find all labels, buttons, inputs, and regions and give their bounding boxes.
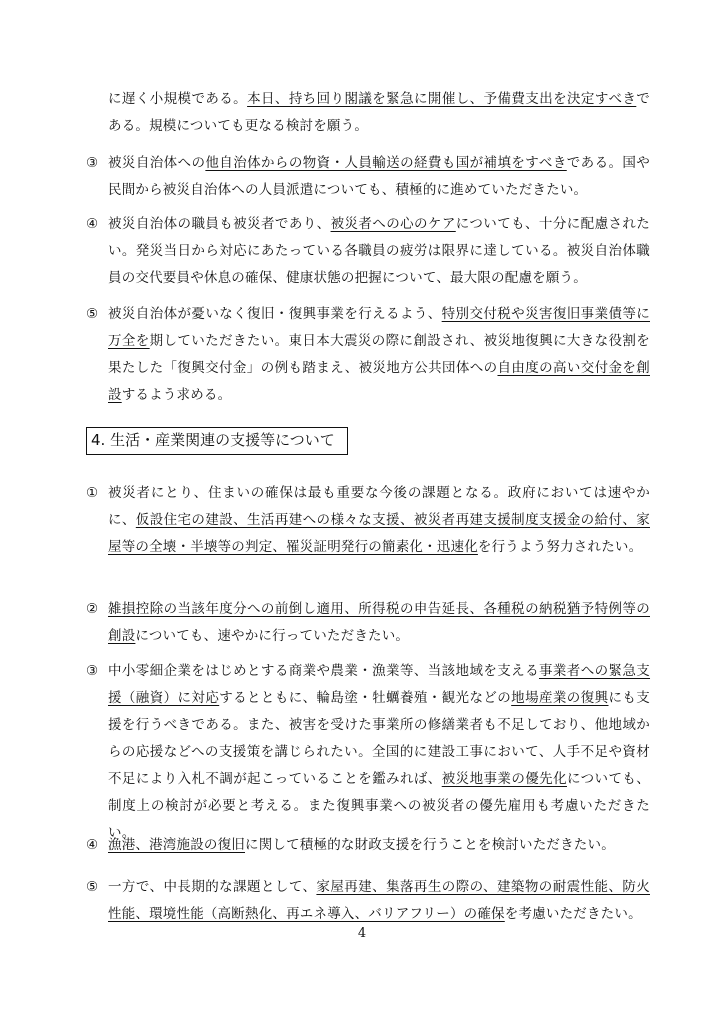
list-item	[86, 832, 650, 859]
text-run: 被災者への心のケア	[330, 216, 456, 232]
text-run: に遅く小規模である。	[108, 91, 248, 107]
text-run: 他自治体からの物資・人員輸送の経費も国が補填をすべき	[205, 155, 567, 171]
text-run: するとともに、輪島塗・牡蠣養殖・観光などの	[219, 690, 512, 706]
text-run: 被災者にとり、住まいの確保は最も重要な今後の課題となる。政府においては速やかに、	[108, 485, 650, 528]
item-number: ④	[86, 837, 99, 853]
text-run: 漁港、港湾施設の復旧	[108, 837, 245, 853]
text-run: を行うよう努力されたい。	[477, 539, 643, 555]
list-item	[86, 211, 650, 292]
text-run: 事業者への緊急支援（融資）に対応	[108, 663, 651, 706]
item-number: ⑤	[86, 306, 99, 322]
item-number: ④	[86, 216, 99, 232]
item-number: ③	[86, 663, 99, 679]
page-number: 4	[357, 926, 367, 941]
text-run: である。国や民間から被災自治体への人員派遣についても、積極的に進めていただきたい。	[108, 155, 650, 198]
text-run: 中小零細企業をはじめとする商業や農業・漁業等、当該地域を支える	[108, 663, 539, 679]
text-run: 本日、持ち回り閣議を緊急に開催し、予備費支出を決定すべき	[247, 91, 637, 107]
text-run: 家屋再建、集落再生の際の、建築物の耐震性能、防火性能、環境性能（高断熱化、再エネ導入、バリアフリー）の確保	[108, 879, 650, 922]
text-run: についても、制度上の検討が必要と考える。また復興事業への被災者の優先雇用も考慮いただきたい。	[108, 771, 650, 841]
text-run: についても、十分に配慮されたい。発災当日から対応にあたっている各職員の疲労は限界に達している。被災自治体職員の交代要員や休息の確保、健康状態の把握について、最大限の配慮を願う。	[108, 216, 651, 286]
text-run: 特別交付税や災害復旧事業債等に万全を	[108, 306, 650, 349]
text-run: 期していただきたい。東日本大震災の際に創設され、被災地復興に大きな役割を果たした「復興交付金」の例も踏まえ、被災地方公共団体への	[108, 333, 650, 376]
text-run: である。規模についても更なる検討を願う。	[108, 91, 650, 134]
section-heading: 4. 生活・産業関連の支援等について	[86, 427, 348, 455]
text-run: 被災自治体の職員も被災者であり、	[108, 216, 331, 232]
text-run: を考慮いただきたい。	[504, 906, 642, 922]
text-run: 被災自治体への	[108, 155, 206, 171]
text-run: に関して積極的な財政支援を行うことを検討いただきたい。	[245, 837, 615, 853]
text-run: 被災地事業の優先化	[441, 771, 567, 787]
text-run: にも支援を行うべきである。また、被害を受けた事業所の修繕業者も不足しており、他地域からの応援などへの支援策を講じられたい。全国的に建設工事において、人手不足や資材不足により入札不調が起こっていることを鑑みれば、	[108, 690, 651, 787]
text-run: についても、速やかに行っていただきたい。	[135, 628, 410, 644]
item-number: ②	[86, 601, 99, 617]
item-number: ③	[86, 155, 99, 171]
list-item	[86, 150, 650, 204]
text-run: 仮設住宅の建設、生活再建への様々な支援、被災者再建支援制度支援金の給付、家屋等の全壊・半壊等の判定、罹災証明発行の簡素化・迅速化	[108, 512, 650, 555]
item-number: ①	[86, 485, 99, 501]
list-item	[86, 658, 650, 847]
list-item	[86, 874, 650, 928]
list-item	[86, 480, 650, 561]
item-number: ⑤	[86, 879, 99, 895]
text-run: 一方で、中長期的な課題として、	[108, 879, 317, 895]
list-item	[86, 596, 650, 650]
intro-paragraph	[86, 86, 650, 140]
text-run: 地場産業の復興	[511, 690, 609, 706]
text-run: するよう求める。	[121, 387, 232, 403]
text-run: 雑損控除の当該年度分への前倒し適用、所得税の申告延長、各種税の納税猶予特例等の創設	[108, 601, 650, 644]
text-run: 被災自治体が憂いなく復旧・復興事業を行えるよう、	[108, 306, 442, 322]
list-item	[86, 301, 650, 409]
text-run: 自由度の高い交付金を創設	[108, 360, 650, 403]
